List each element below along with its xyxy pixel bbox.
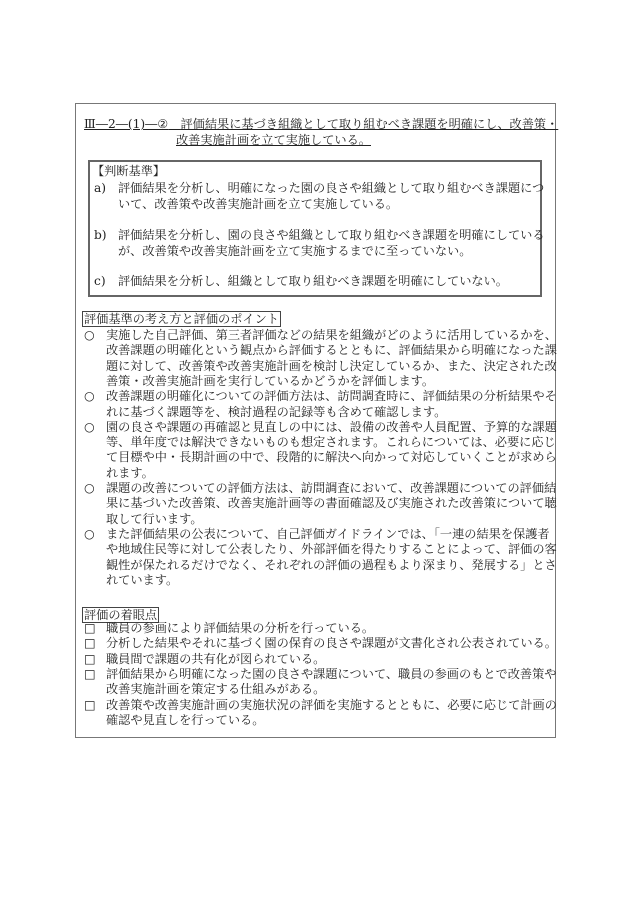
circle-bullet-icon: ○ [84,328,95,342]
point-line: れています。 [106,572,179,587]
criteria-marker: c) [94,274,106,288]
point-line: 観性が保たれるだけでなく、それぞれの評価の過程もより深まり、発展する」とさ [106,557,557,572]
checkbox-icon: □ [84,621,96,635]
checkpoint-line: 分析した結果やそれに基づく園の保育の良さや課題が文書化され公表されている。 [106,636,557,651]
checkpoint-line: 確認や見直しを行っている。 [106,712,265,727]
checkpoint-line: 改善実施計画を策定する仕組みがある。 [106,682,326,697]
point-line: 実施した自己評価、第三者評価などの結果を組織がどのように活用しているかを、 [106,328,557,342]
item-title-line-1 [84,117,558,132]
item-code: Ⅲ―2―(1)―② [84,117,169,131]
point-line: 改善課題の明確化についての評価方法は、訪問調査時に、評価結果の分析結果やそ [106,389,557,404]
point-line: 園の良さや課題の再確認と見直しの中には、設備の改善や人員配置、予算的な課題 [106,419,557,434]
item-title: 評価結果に基づき組織として取り組むべき課題を明確にし、改善策・ [180,117,559,131]
checkbox-icon: □ [84,651,96,666]
point-line: 改善課題の明確化という観点から評価するとともに、評価結果から明確になった課 [106,343,557,358]
point-line: て目標や中・長期計画の中で、段階的に解決へ向かって対応していくことが求めら [106,450,557,465]
checkbox-icon: □ [84,636,96,651]
circle-bullet-icon: ○ [84,389,95,404]
criteria-marker: b) [94,228,107,242]
checkbox-icon: □ [84,666,96,681]
point-line: 等、単年度では解決できないものも想定されます。これらについては、必要に応じ [106,435,556,450]
point-line: れに基づく課題等を、検討過程の記録等も含めて確認します。 [106,404,447,419]
point-line: れます。 [106,465,154,480]
circle-bullet-icon: ○ [84,481,95,495]
circle-bullet-icon: ○ [84,419,95,434]
criteria-line: 評価結果を分析し、園の良さや組織として取り組むべき課題を明確にしている [118,228,545,242]
point-line: 善策・改善実施計画を実行しているかどうかを評価します。 [106,373,435,388]
points-heading: 評価基準の考え方と評価のポイント [84,312,279,326]
point-line: 題に対して、改善策や改善実施計画を検討し決定しているか、また、決定された改 [106,358,557,373]
point-line: また評価結果の公表について、自己評価ガイドラインでは、「一連の結果を保護者 [106,526,550,541]
point-line: 課題の改善についての評価方法は、訪問調査において、改善課題についての評価結 [106,481,557,495]
criteria-line: 評価結果を分析し、明確になった園の良さや組織として取り組むべき課題につ [118,181,545,195]
checkpoint-line: 職員の参画により評価結果の分析を行っている。 [106,621,375,635]
criteria-marker: a) [94,181,107,195]
point-line: 取して行います。 [106,511,203,526]
checkbox-icon: □ [84,697,96,712]
checkpoint-line: 改善策や改善実施計画の実施状況の評価を実施するとともに、必要に応じて計画の [106,697,557,712]
checkpoint-line: 評価結果から明確になった園の良さや課題について、職員の参画のもとで改善策や [106,666,557,681]
criteria-line: いて、改善策や改善実施計画を立て実施している。 [118,197,399,211]
criteria-heading: 【判断基準】 [92,164,166,178]
point-line: 果に基づいた改善策、改善実施計画等の書面確認及び実施された改善策について聴 [106,496,557,511]
checkpoint-line: 職員間で課題の共有化が図られている。 [106,651,326,666]
criteria-line: が、改善策や改善実施計画を立て実施するまでに至っていない。 [118,244,472,258]
point-line: や地域住民等に対して公表したり、外部評価を得たりすることによって、評価の客 [106,542,557,557]
criteria-line: 評価結果を分析し、組織として取り組むべき課題を明確にしていない。 [118,274,508,288]
item-title-line-2: 改善実施計画を立て実施している。 [176,133,371,147]
circle-bullet-icon: ○ [84,526,95,541]
checkpoints-heading: 評価の着眼点 [84,608,158,622]
